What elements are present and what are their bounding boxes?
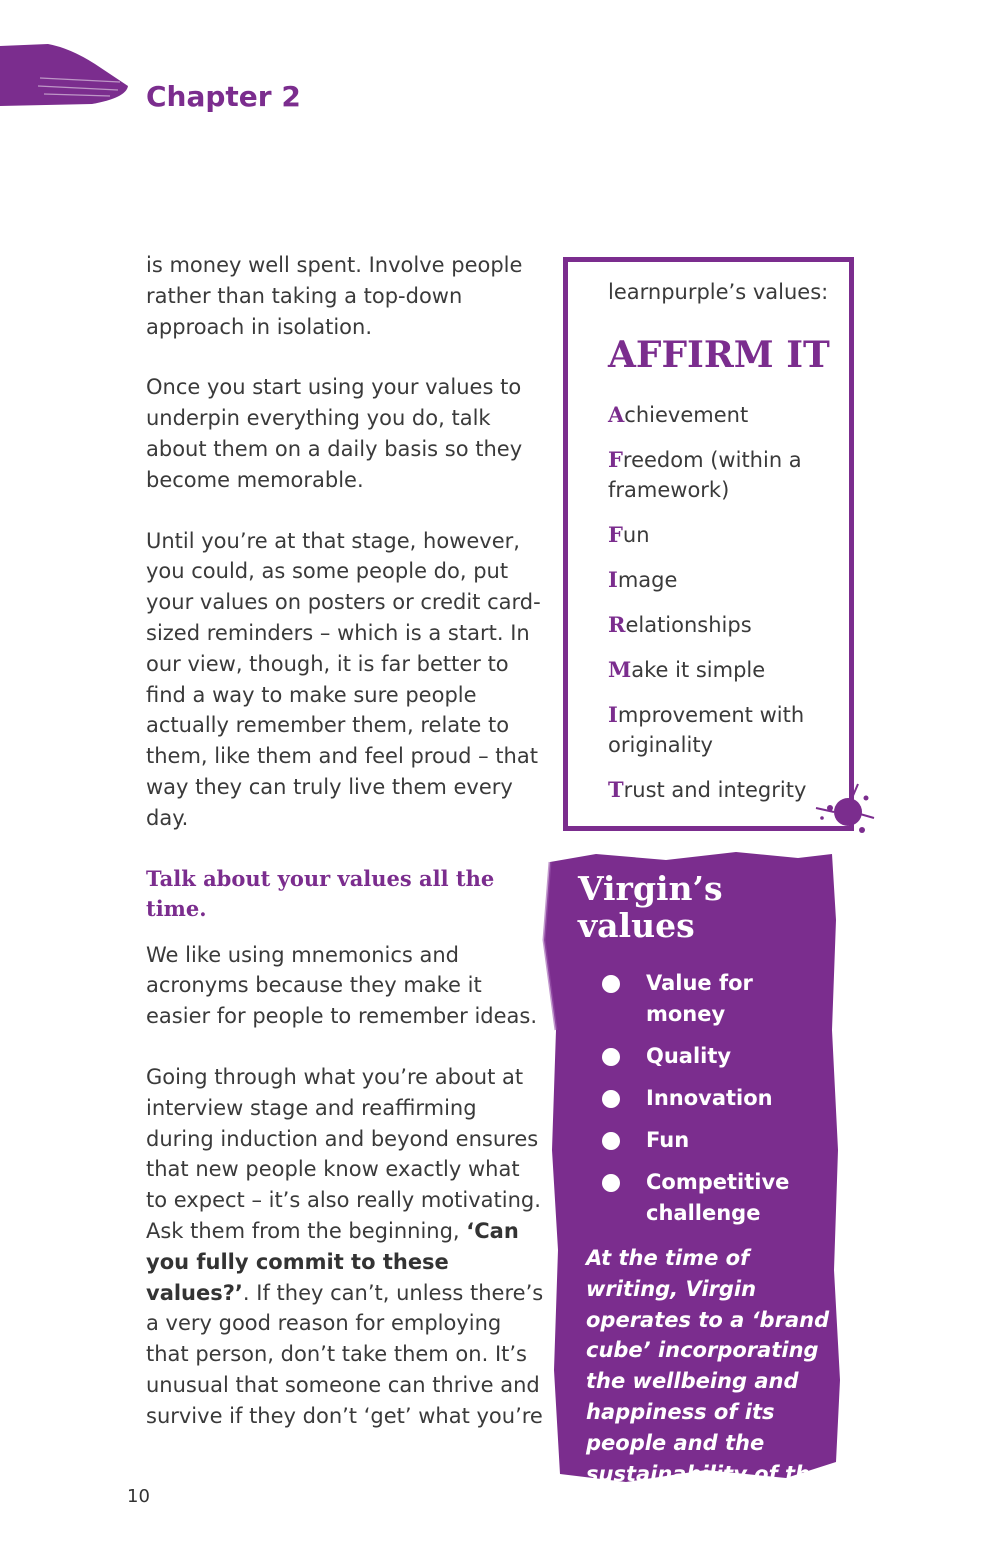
virgin-value-text: Innovation <box>646 1086 773 1110</box>
virgin-values-list <box>578 968 833 1229</box>
initial-letter: M <box>608 657 632 682</box>
item-text: rust and integrity <box>623 778 807 802</box>
virgin-title-line: values <box>578 906 695 945</box>
affirm-item <box>608 610 838 640</box>
affirm-item <box>608 775 838 805</box>
item-text: mage <box>617 568 678 592</box>
bullet-icon <box>602 1090 620 1108</box>
chapter-title: Chapter 2 <box>146 80 301 113</box>
paragraph: is money well spent. Involve people rather than taking a top-down approach in isolation. <box>146 253 523 339</box>
bullet-icon <box>602 975 620 993</box>
section-heading: Talk about your values all the time. <box>146 865 495 921</box>
bullet-icon <box>602 1174 620 1192</box>
item-text: chievement <box>624 403 749 427</box>
affirm-item <box>608 655 838 685</box>
bullet-icon <box>602 1132 620 1150</box>
affirm-item <box>608 565 838 595</box>
initial-letter: R <box>608 612 626 637</box>
virgin-value-text: Quality <box>646 1044 732 1068</box>
affirm-item <box>608 400 838 430</box>
item-text: ake it simple <box>631 658 766 682</box>
affirm-item <box>608 445 838 505</box>
brush-stroke-decoration <box>0 40 135 110</box>
virgin-title <box>578 870 833 944</box>
commit-question: ‘Can you fully commit to these values?’ <box>146 1218 519 1305</box>
initial-letter: F <box>608 522 623 547</box>
virgin-note: At the time of writing, Virgin operates to a ‘brand cube’ incorporating the wellbeing and happiness of its people and the sustainability of the planet with its values. <box>586 1246 830 1548</box>
virgin-value-text: Fun <box>646 1128 690 1152</box>
affirm-list <box>608 400 838 805</box>
page-number: 10 <box>127 1486 150 1507</box>
virgin-value-item <box>578 1167 833 1229</box>
initial-letter: I <box>608 567 618 592</box>
initial-letter: I <box>608 702 618 727</box>
paragraph: Until you’re at that stage, however, you could, as some people do, put your values on posters or credit card-sized reminders – which is a start. In our view, though, it is far better to find a way to make sure people actually remember them, relate to them, like them and feel proud – that way they can truly live them every day. <box>146 528 541 830</box>
paragraph-text: . If they can’t, unless there’s a very good reason for employing that person, don’t take them on. It’s unusual that someone can thrive and survive if they don’t ‘get’ what you’re <box>146 1280 544 1428</box>
initial-letter: F <box>608 447 623 472</box>
virgin-value-item <box>578 1125 833 1156</box>
affirm-values-box <box>563 257 854 831</box>
paragraph: Once you start using your values to underpin everything you do, talk about them on a daily basis so they become memorable. <box>146 375 523 492</box>
affirm-title: AFFIRM IT <box>608 334 830 376</box>
affirm-item <box>608 700 838 760</box>
initial-letter: T <box>608 777 624 802</box>
virgin-value-item <box>578 1083 833 1114</box>
paragraph <box>146 1062 546 1432</box>
virgin-value-text: Value for money <box>646 971 753 1026</box>
paragraph-text: Going through what you’re about at interview stage and reaffirming during induction and beyond ensures that new people know exactly what to expect – it’s also really motivating. Ask them from the beginning, <box>146 1064 541 1243</box>
affirm-item <box>608 520 838 550</box>
paragraph: We like using mnemonics and acronyms because they make it easier for people to remember ideas. <box>146 942 538 1029</box>
item-text: mprovement with originality <box>608 703 805 757</box>
ink-splat-decoration <box>812 778 876 842</box>
affirm-intro: learnpurple’s values: <box>608 280 829 304</box>
main-text-column <box>146 250 546 1462</box>
virgin-value-item <box>578 1041 833 1072</box>
virgin-value-item <box>578 968 833 1030</box>
item-text: un <box>622 523 650 547</box>
virgin-title-line: Virgin’s <box>578 869 723 908</box>
virgin-values-panel <box>578 870 833 1551</box>
initial-letter: A <box>608 402 625 427</box>
virgin-value-text: Competitive challenge <box>646 1170 790 1225</box>
item-text: elationships <box>625 613 752 637</box>
bullet-icon <box>602 1048 620 1066</box>
item-text: reedom (within a framework) <box>608 448 802 502</box>
